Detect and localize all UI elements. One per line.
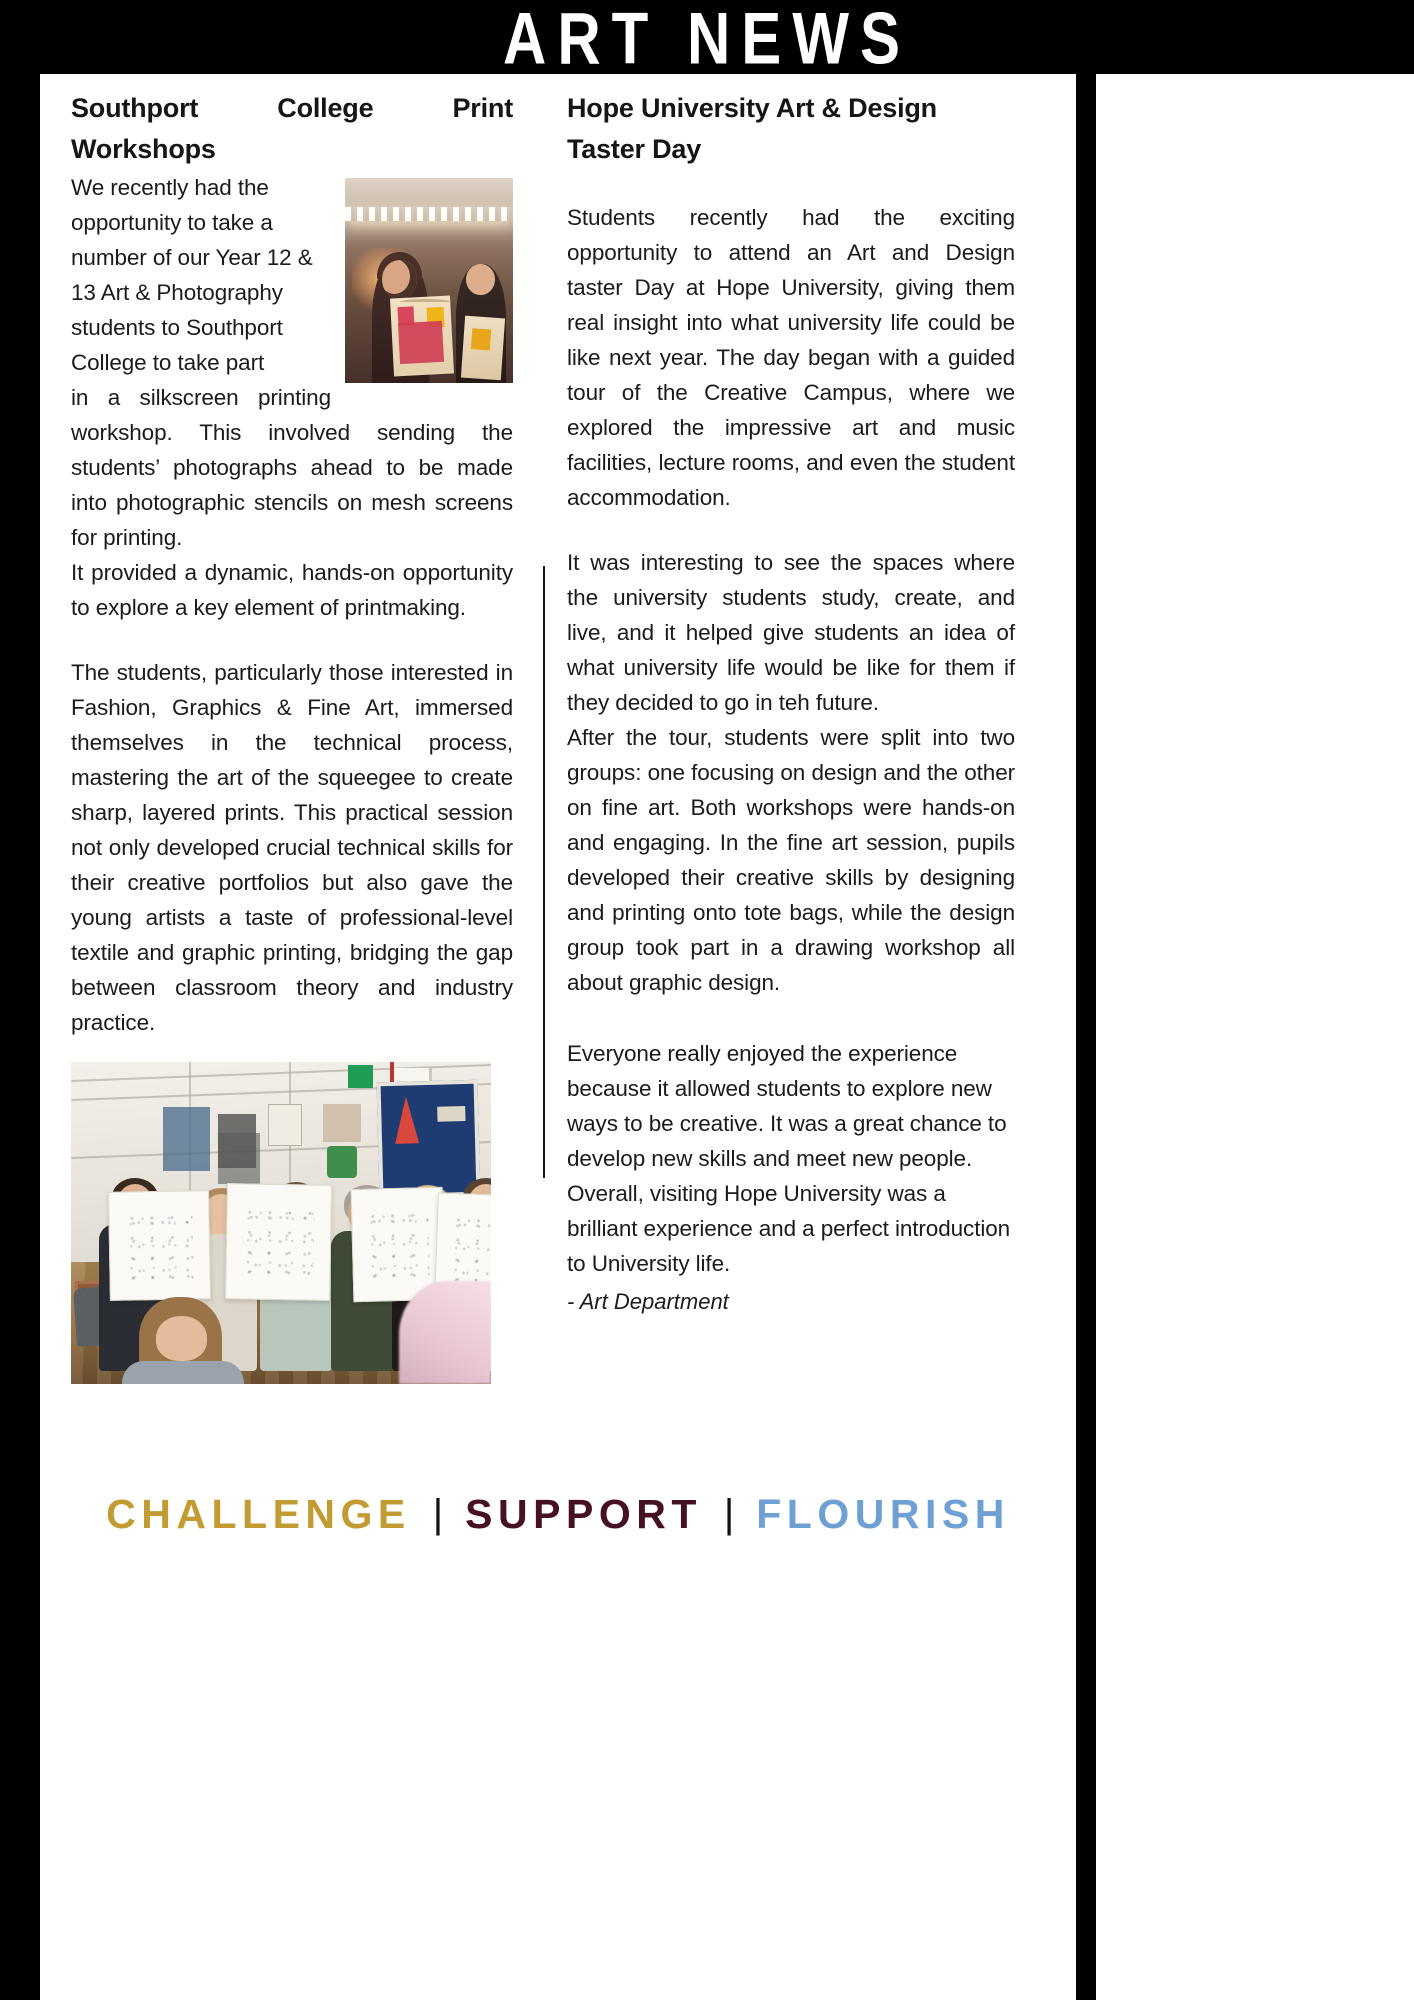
article-signature: - Art Department bbox=[567, 1289, 729, 1314]
right-sheet-extension bbox=[1096, 74, 1414, 2000]
tote-bags-photo-image bbox=[345, 178, 513, 383]
page-title: ART NEWS bbox=[503, 0, 911, 80]
left-paragraph-1: We recently had the opportunity to take a number of our Year 12 & 13 Art & Photography students to Southport College to take part bbox=[71, 175, 313, 375]
left-paragraph-2: in a silkscreen printing workshop. This involved sending the students’ photographs ahead to be made into photographic stencils on mesh screens for printing. bbox=[71, 385, 513, 550]
two-column-layout bbox=[71, 88, 1061, 1384]
left-paragraph-3: It provided a dynamic, hands-on opportunity to explore a key element of printmaking. bbox=[71, 560, 513, 620]
tagline-separator-2: | bbox=[723, 1492, 735, 1536]
student-drawing-1 bbox=[108, 1190, 211, 1301]
footer-tagline bbox=[40, 1489, 1076, 1539]
wall-notice-sheet bbox=[268, 1104, 302, 1146]
masthead bbox=[0, 0, 1414, 78]
right-paragraph-1: Students recently had the exciting opportunity to attend an Art and Design taster Day at Hope University, giving them real insight into what university life could be like next year. The day began with a guided tour of the Creative Campus, where we explored the impressive art and music facilities, lecture rooms, and even the student accommodation. bbox=[567, 205, 1015, 510]
wall-artwork-3 bbox=[218, 1133, 260, 1185]
tagline-word-support: SUPPORT bbox=[465, 1491, 702, 1537]
left-article-heading: Southport College Print Workshops bbox=[71, 93, 513, 164]
right-article-column bbox=[567, 88, 1015, 1384]
student-face-right bbox=[466, 264, 495, 295]
studio-drawings-photo-image bbox=[71, 1062, 491, 1384]
student-face-left bbox=[382, 260, 417, 299]
right-paragraph-spacer-1 bbox=[567, 515, 1015, 545]
exit-sign-icon bbox=[348, 1065, 373, 1088]
right-paragraph-2: It was interesting to see the spaces where the university students study, create, and live, and it helped give students an idea of what university life would be like for them if they decided to go in teh future. bbox=[567, 550, 1015, 715]
foreground-student-face bbox=[156, 1316, 207, 1361]
printed-tote-bag-1-pattern bbox=[398, 320, 444, 363]
studio-drawings-photo bbox=[71, 1062, 491, 1384]
left-paragraph-4: The students, particularly those interested in Fashion, Graphics & Fine Art, immersed themselves in the technical process, mastering the art of the squeegee to create sharp, layered prints. This practical session not only developed crucial technical skills for their creative portfolios but also gave the young artists a taste of professional-level textile and graphic printing, bridging the gap between classroom theory and industry practice. bbox=[71, 660, 513, 1035]
student-drawing-2 bbox=[225, 1183, 332, 1301]
wall-artwork-4 bbox=[323, 1104, 361, 1143]
foreground-student-top bbox=[122, 1361, 245, 1384]
foreground-pink-sleeve bbox=[399, 1281, 491, 1384]
right-paragraph-spacer-2 bbox=[567, 1000, 1015, 1036]
tagline-word-flourish: FLOURISH bbox=[756, 1491, 1010, 1537]
article-sheet bbox=[40, 74, 1076, 2000]
ceiling-light-strip bbox=[345, 207, 513, 221]
foreground-student bbox=[113, 1297, 256, 1384]
paragraph-spacer bbox=[71, 625, 513, 655]
blue-noticeboard bbox=[376, 1080, 480, 1199]
green-bag bbox=[327, 1146, 356, 1178]
right-heading-spacer bbox=[567, 170, 1015, 200]
printed-tote-bag-2 bbox=[461, 316, 506, 380]
right-paragraph-4: Everyone really enjoyed the experience because it allowed students to explore new ways to be creative. It was a great chance to develop new skills and meet new people. Overall, visiting Hope University was a brilliant experience and a perfect introduction to University life. bbox=[567, 1041, 1011, 1276]
tote-bags-photo bbox=[345, 178, 513, 383]
tagline-word-challenge: CHALLENGE bbox=[106, 1491, 411, 1537]
left-article-column bbox=[71, 88, 519, 1384]
right-article-heading: Hope University Art & Design Taster Day bbox=[567, 93, 937, 164]
tagline-separator-1: | bbox=[432, 1492, 444, 1536]
column-gap bbox=[519, 88, 567, 1384]
wall-artwork-1 bbox=[163, 1107, 209, 1171]
right-paragraph-3: After the tour, students were split into two groups: one focusing on design and the other on fine art. Both workshops were hands-on and engaging. In the fine art session, pupils developed their creative skills by designing and printing onto tote bags, while the design group took part in a drawing workshop all about graphic design. bbox=[567, 725, 1015, 995]
column-divider bbox=[543, 566, 545, 1178]
